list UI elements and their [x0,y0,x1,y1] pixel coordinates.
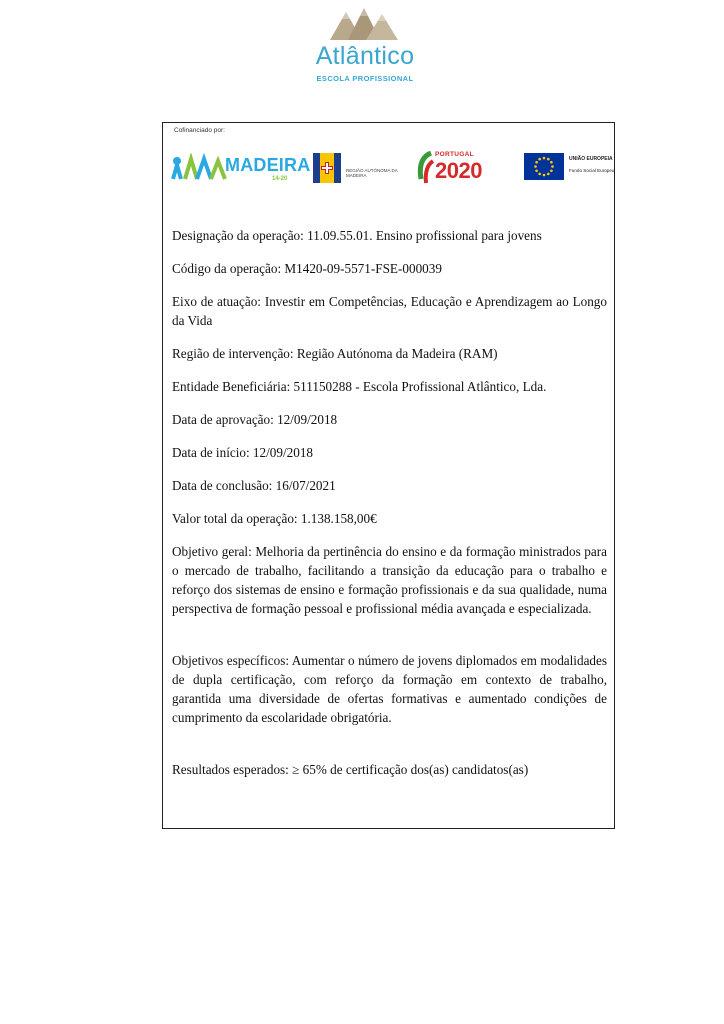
madeira-text: MADEIRA [225,155,311,175]
data-inicio-text: Data de início: 12/09/2018 [172,445,314,460]
portugal-2020-logo [417,149,517,185]
atlantico-logo [290,6,440,83]
entidade-text: Entidade Beneficiária: 511150288 - Escola Profissional Atlântico, Lda. [172,379,547,394]
regiao-text: Região de intervenção: Região Autónoma da Madeira (RAM) [172,346,498,361]
resultados-text: Resultados esperados: ≥ 65% de certificação dos(as) candidatos(as) [172,762,529,777]
mountains-icon [290,6,440,42]
cofinanced-label: Cofinanciado por: [174,127,225,134]
eixo-text: Eixo de atuação: Investir em Competências, Educação e Aprendizagem ao Longo da Vida [172,294,607,328]
madeira-logo [171,151,311,185]
madeira-mark-icon [171,153,227,183]
operation-box [162,122,615,829]
portugal-2020-number: 2020 [435,158,482,183]
eu-flag-icon [524,153,564,180]
valor-total-text: Valor total da operação: 1.138.158,00€ [172,511,377,526]
codigo-text: Código da operação: M1420-09-5571-FSE-000039 [172,261,442,276]
madeira-flag-icon [313,153,341,183]
ram-text: REGIÃO AUTÓNOMA DA MADEIRA [346,168,398,178]
operation-details [172,226,607,793]
data-aprovacao-text: Data de aprovação: 12/09/2018 [172,412,338,427]
madeira-sub: 14-20 [272,176,288,182]
designacao-text: Designação da operação: 11.09.55.01. Ensino profissional para jovens [172,228,542,243]
logo-subtitle: ESCOLA PROFISSIONAL [316,74,414,83]
funders-logos [171,147,615,187]
eu-name: UNIÃO EUROPEIA [569,156,613,162]
eu-logo [524,153,619,183]
portugal-text: PORTUGAL [435,151,474,158]
logo-name: Atlântico [315,42,415,70]
objetivos-especificos-text: Objetivos específicos: Aumentar o número de jovens diplomados em modalidades de dupla certificação, com reforço da formação em contexto de trabalho, garantida uma diversidade de ofertas formativas e aumentado condições de cumprimento da escolaridade obrigatória. [172,653,607,725]
ram-logo [313,151,408,185]
data-conclusao-text: Data de conclusão: 16/07/2021 [172,478,336,493]
eu-fund: Fundo Social Europeu [569,168,615,173]
objetivo-geral-text: Objetivo geral: Melhoria da pertinência do ensino e da formação ministrados para o mercado de trabalho, facilitando a transição da educação para o trabalho e reforço dos sistemas de ensino e formação profissionais e da sua qualidade, numa perspectiva de formação pessoal e profissional média avançada e especializada. [172,544,607,616]
portugal-2020-mark-icon [417,151,435,185]
